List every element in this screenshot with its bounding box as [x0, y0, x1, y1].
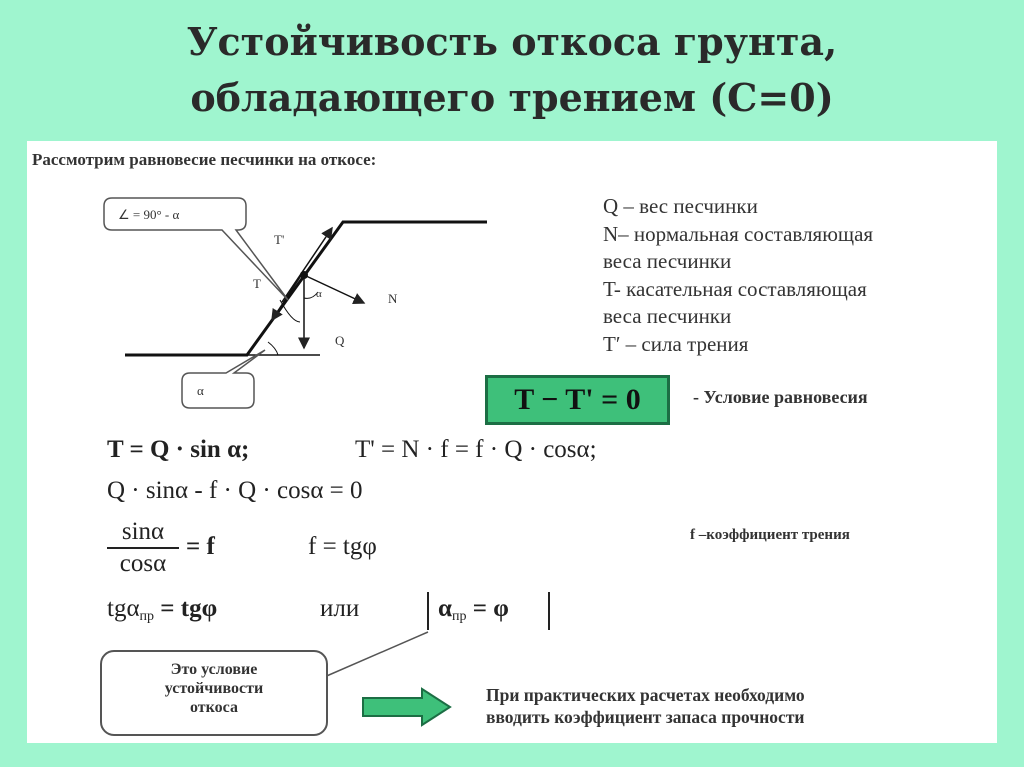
definitions-list — [603, 193, 873, 358]
equilibrium-formula-box: T − T' = 0 — [485, 375, 670, 425]
definition-line: Q – вес песчинки — [603, 194, 758, 218]
label-q: Q — [335, 333, 345, 348]
label-t-prime: T' — [274, 232, 285, 247]
practice-note — [486, 684, 805, 728]
alpha-callout-text: α — [197, 383, 204, 398]
definition-line: N– нормальная составляющая — [603, 221, 874, 246]
formula-balance: Q · sinα - f · Q · cosα = 0 — [107, 477, 363, 504]
definition-line: T′ – сила трения — [603, 331, 749, 356]
definition-line: T- касательная составляющая — [603, 276, 867, 301]
fraction-rhs: = f — [186, 533, 215, 560]
green-arrow-icon — [363, 689, 450, 725]
practice-line-2: вводить коэффициент запаса прочности — [486, 707, 805, 727]
abs-sub: пр — [451, 609, 467, 624]
label-t: T — [253, 276, 261, 291]
formula-t: T = Q · sin α; — [107, 436, 250, 463]
intro-text: Рассмотрим равновесие песчинки на откосе: — [32, 150, 377, 169]
force-n-arrow — [304, 275, 364, 303]
angle-callout-text: ∠ = 90° - α — [118, 207, 180, 222]
ground-profile — [125, 222, 487, 355]
definition-line: веса песчинки — [603, 249, 732, 273]
or-word: или — [320, 595, 360, 622]
condition-line-1: Это условие — [170, 661, 258, 678]
fraction-sin-cos — [107, 517, 179, 579]
practice-line-1: При практических расчетах необходимо — [486, 685, 805, 705]
f-coefficient-note: f –коэффициент трения — [690, 527, 850, 543]
definition-line: веса песчинки — [603, 304, 732, 328]
label-alpha-small: α — [316, 288, 322, 300]
formula-tg-limit — [107, 595, 217, 625]
condition-pointer — [322, 632, 428, 678]
angle-arc-base — [268, 342, 278, 355]
force-t-arrow — [272, 274, 302, 320]
condition-line-2: устойчивости — [164, 680, 264, 697]
formula-abs-limit — [438, 595, 509, 625]
tg-rhs: = tgφ — [160, 595, 218, 622]
title-line-1: Устойчивость откоса грунта, — [186, 19, 838, 64]
fraction-denominator: cosα — [119, 550, 167, 577]
fraction-numerator: sinα — [107, 517, 179, 549]
abs-lhs: α — [438, 595, 452, 622]
formula-t-prime: T' = N · f = f · Q · cosα; — [355, 436, 597, 463]
condition-line-3: откоса — [190, 699, 238, 716]
force-t-prime-arrow — [282, 228, 332, 302]
formula-f-tg: f = tgφ — [308, 533, 377, 560]
abs-rhs: = φ — [472, 595, 509, 622]
condition-box — [100, 650, 328, 736]
alpha-callout — [182, 350, 265, 408]
tg-lhs: tgα — [107, 595, 140, 622]
title-line-2: обладающего трением (С=0) — [190, 75, 834, 120]
label-n: N — [388, 291, 398, 306]
tg-sub: пр — [139, 609, 155, 624]
equilibrium-note: - Условие равновесия — [693, 387, 868, 407]
